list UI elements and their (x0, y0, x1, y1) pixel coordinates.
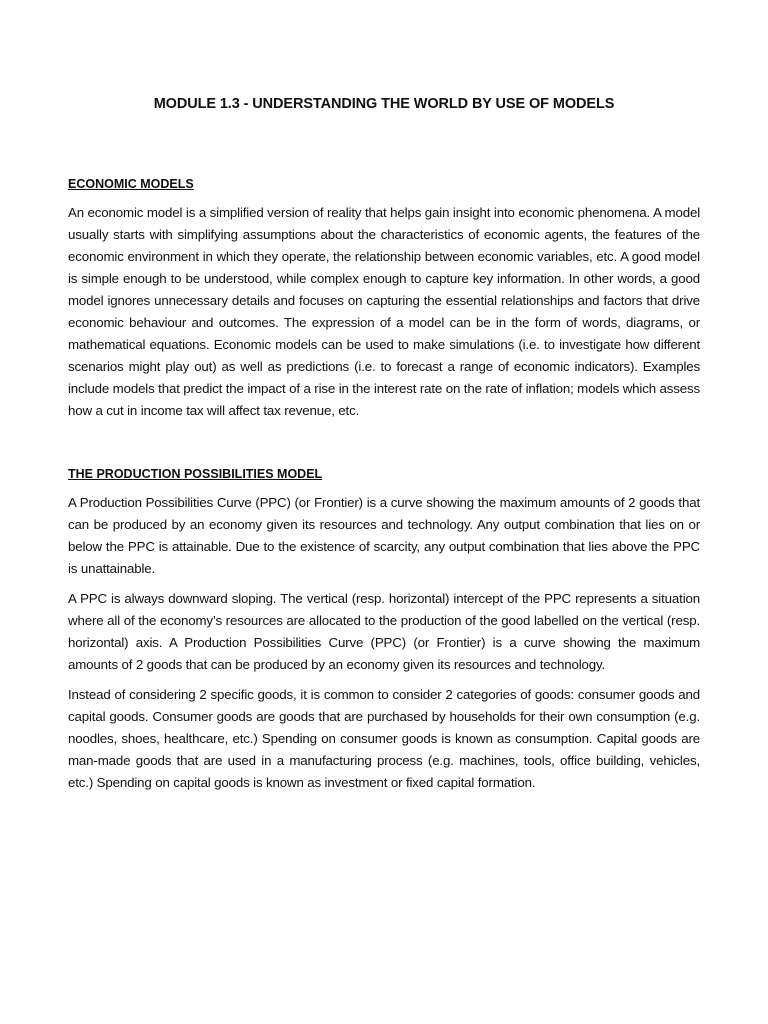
paragraph: A PPC is always downward sloping. The vertical (resp. horizontal) intercept of the PPC represents a situation where all of the economy’s resources are allocated to the production of the good labelled on the vertical (resp. horizontal) axis. A Production Possibilities Curve (PPC) (or Frontier) is a curve showing the maximum amounts of 2 goods that can be produced by an economy given its resources and technology. (68, 591, 700, 672)
section-spacer (68, 430, 700, 464)
document-title: MODULE 1.3 - UNDERSTANDING THE WORLD BY USE OF MODELS (153, 96, 615, 112)
section-heading-production-possibilities: THE PRODUCTION POSSIBILITIES MODEL (68, 467, 323, 481)
section-production-possibilities (68, 464, 700, 794)
paragraph: Instead of considering 2 specific goods, it is common to consider 2 categories of goods: consumer goods and capital goods. Consumer goods are goods that are purchased by households for their own consumption (e.g. noodles, shoes, healthcare, etc.) Spending on consumer goods is known as consumption. Capital goods are man-made goods that are used in a manufacturing process (e.g. machines, tools, office building, vehicles, etc.) Spending on capital goods is known as investment or fixed capital formation. (68, 687, 700, 790)
paragraph: A Production Possibilities Curve (PPC) (or Frontier) is a curve showing the maximum amounts of 2 goods that can be produced by an economy given its resources and technology. Any output combination that lies on or below the PPC is attainable. Due to the existence of scarcity, any output combination that lies above the PPC is unattainable. (68, 495, 700, 576)
section-economic-models (68, 174, 700, 422)
paragraph: An economic model is a simplified version of reality that helps gain insight into economic phenomena. A model usually starts with simplifying assumptions about the characteristics of economic agents, the features of the economic environment in which they operate, the relationship between economic variables, etc. A good model is simple enough to be understood, while complex enough to capture key information. In other words, a good model ignores unnecessary details and focuses on capturing the essential relationships and factors that drive economic behaviour and outcomes. The expression of a model can be in the form of words, diagrams, or mathematical equations. Economic models can be used to make simulations (i.e. to investigate how different scenarios might play out) as well as predictions (i.e. to forecast a range of economic indicators). Examples include models that predict the impact of a rise in the interest rate on the rate of inflation; models which assess how a cut in income tax will affect tax revenue, etc. (68, 205, 700, 418)
section-heading-economic-models: ECONOMIC MODELS (68, 177, 194, 191)
